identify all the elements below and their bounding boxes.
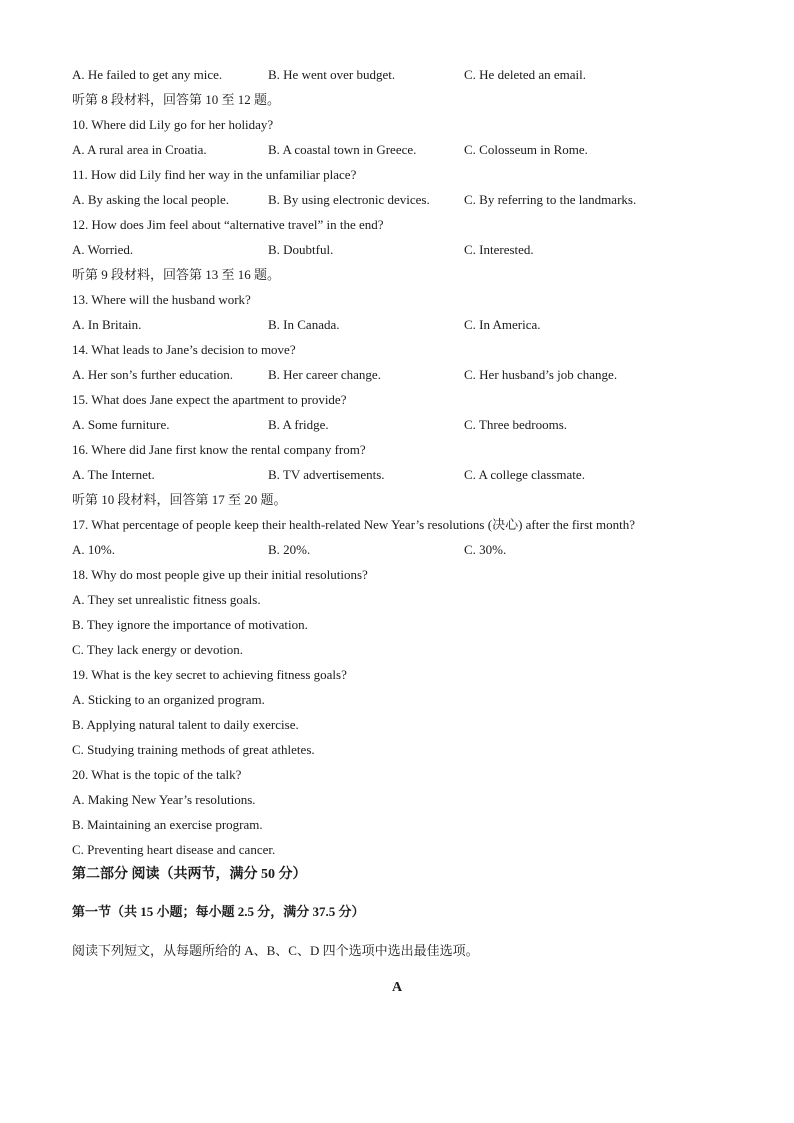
option-c[interactable]: C. Three bedrooms. (464, 417, 568, 432)
option-b[interactable]: B. In Canada. (268, 317, 340, 332)
options-row-10 (72, 137, 732, 162)
question-10-stem: 10. Where did Lily go for her holiday? (72, 117, 274, 132)
option-a[interactable]: A. By asking the local people. (72, 192, 230, 207)
option-c[interactable]: C. Colosseum in Rome. (464, 142, 588, 157)
listening-heading-9: 听第 9 段材料，回答第 13 至 16 题。 (72, 267, 281, 282)
question-15-stem: 15. What does Jane expect the apartment to provide? (72, 392, 347, 407)
option-c[interactable]: C. By referring to the landmarks. (464, 192, 637, 207)
options-row-15 (72, 412, 732, 437)
option-a[interactable]: A. Her son’s further education. (72, 367, 234, 382)
question-16-stem: 16. Where did Jane first know the rental company from? (72, 442, 366, 457)
option-19-a[interactable]: A. Sticking to an organized program. (72, 692, 265, 707)
question-12-stem: 12. How does Jim feel about “alternative travel” in the end? (72, 217, 384, 232)
options-row-16 (72, 462, 732, 487)
option-19-c[interactable]: C. Studying training methods of great athletes. (72, 742, 315, 757)
option-20-a[interactable]: A. Making New Year’s resolutions. (72, 792, 256, 807)
option-c[interactable]: C. A college classmate. (464, 467, 585, 482)
option-b[interactable]: B. Her career change. (268, 367, 381, 382)
option-c[interactable]: C. In America. (464, 317, 541, 332)
option-b[interactable]: B. A coastal town in Greece. (268, 142, 417, 157)
option-b[interactable]: B. TV advertisements. (268, 467, 385, 482)
option-19-b[interactable]: B. Applying natural talent to daily exercise. (72, 717, 299, 732)
option-a[interactable]: A. Worried. (72, 242, 134, 257)
options-row-12 (72, 237, 732, 262)
option-c[interactable]: C. He deleted an email. (464, 67, 587, 82)
option-a[interactable]: A. A rural area in Croatia. (72, 142, 207, 157)
option-a[interactable]: A. 10%. (72, 542, 115, 557)
option-20-b[interactable]: B. Maintaining an exercise program. (72, 817, 263, 832)
option-18-b[interactable]: B. They ignore the importance of motivation. (72, 617, 308, 632)
options-row-17 (72, 537, 732, 562)
option-a[interactable]: A. The Internet. (72, 467, 155, 482)
passage-label: A (391, 980, 403, 995)
option-a[interactable]: A. He failed to get any mice. (72, 67, 223, 82)
part-two-title: 第二部分 阅读（共两节，满分 50 分） (72, 867, 307, 882)
option-c[interactable]: C. Her husband’s job change. (464, 367, 618, 382)
option-20-c[interactable]: C. Preventing heart disease and cancer. (72, 842, 276, 857)
question-11-stem: 11. How did Lily find her way in the unfamiliar place? (72, 167, 357, 182)
option-c[interactable]: C. Interested. (464, 242, 534, 257)
listening-heading-10: 听第 10 段材料，回答第 17 至 20 题。 (72, 492, 287, 507)
option-c[interactable]: C. 30%. (464, 542, 507, 557)
question-20-stem: 20. What is the topic of the talk? (72, 767, 242, 782)
option-a[interactable]: A. In Britain. (72, 317, 142, 332)
exam-page (72, 62, 732, 1000)
option-b[interactable]: B. He went over budget. (268, 67, 396, 82)
option-18-c[interactable]: C. They lack energy or devotion. (72, 642, 244, 657)
options-row-14 (72, 362, 732, 387)
option-b[interactable]: B. Doubtful. (268, 242, 334, 257)
question-17-stem: 17. What percentage of people keep their health-related New Year’s resolutions (决心) after the first month? (72, 517, 636, 532)
listening-heading-8: 听第 8 段材料，回答第 10 至 12 题。 (72, 92, 281, 107)
question-14-stem: 14. What leads to Jane’s decision to move? (72, 342, 296, 357)
question-19-stem: 19. What is the key secret to achieving fitness goals? (72, 667, 347, 682)
reading-instruction: 阅读下列短文，从每题所给的 A、B、C、D 四个选项中选出最佳选项。 (72, 943, 479, 958)
option-b[interactable]: B. 20%. (268, 542, 311, 557)
options-row-11 (72, 187, 732, 212)
section-one-title: 第一节（共 15 小题；每小题 2.5 分，满分 37.5 分） (72, 904, 365, 919)
options-row-13 (72, 312, 732, 337)
question-18-stem: 18. Why do most people give up their initial resolutions? (72, 567, 368, 582)
option-b[interactable]: B. By using electronic devices. (268, 192, 430, 207)
question-13-stem: 13. Where will the husband work? (72, 292, 251, 307)
options-row-9 (72, 62, 732, 87)
option-b[interactable]: B. A fridge. (268, 417, 329, 432)
option-a[interactable]: A. Some furniture. (72, 417, 170, 432)
option-18-a[interactable]: A. They set unrealistic fitness goals. (72, 592, 261, 607)
